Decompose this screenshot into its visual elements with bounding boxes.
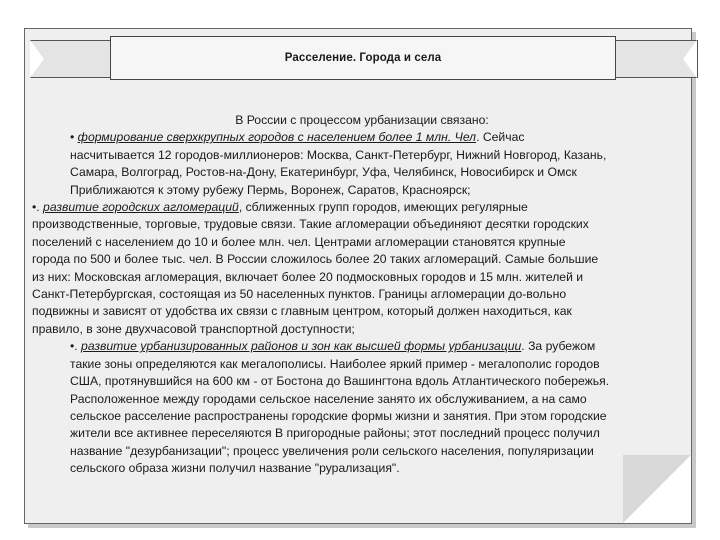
bullet-3-line-4: сельское расселение распространены городские формы жизни и занятия. При этом городские xyxy=(70,408,607,423)
body-text xyxy=(32,112,692,478)
bullet-marker: •. xyxy=(32,200,40,215)
bullet-1-line-3: Приближаются к этому рубежу Пермь, Воронеж, Саратов, Красноярск; xyxy=(70,182,471,197)
bullet-2-line-0: , сближенных групп городов, имеющих регулярные xyxy=(238,200,528,215)
bullet-2-line-6: подвижны и зависят от удобства их связи с главным центром, который должен находиться, как xyxy=(32,304,572,319)
bullet-3-line-1: такие зоны определяются как мегалополисы. Наиболее яркий пример - мегалополис городов xyxy=(70,356,600,371)
intro-line: В России с процессом урбанизации связано: xyxy=(235,113,489,127)
bullet-3-line-7: сельского образа жизни получил название "рурализация". xyxy=(70,461,400,476)
page-title: Расселение. Города и села xyxy=(284,52,442,64)
bullet-3 xyxy=(32,338,692,355)
bullet-2-line-7: правило, в зоне двухчасовой транспортной доступности; xyxy=(32,321,355,336)
bullet-3-line-6: название "дезурбанизации"; процесс увеличения роли сельского населения, популяризации xyxy=(70,443,594,458)
bullet-1-line-0: . Сейчас xyxy=(476,130,525,145)
bullet-3-lead: развитие урбанизированных районов и зон как высшей формы урбанизации xyxy=(81,339,522,354)
bullet-1-lead: формирование сверхкрупных городов с населением более 1 млн. Чел xyxy=(77,130,477,145)
title-banner xyxy=(110,36,616,80)
bullet-2-line-1: производственные, торговые, трудовые связи. Такие агломерации объединяют десятки городских xyxy=(32,217,589,232)
ribbon-left-notch xyxy=(30,40,44,78)
bullet-3-line-0: . За рубежом xyxy=(521,339,596,354)
bullet-2-lead: развитие городских агломераций xyxy=(43,200,239,215)
bullet-3-line-3: Расположенное между городами сельское население занято их обслуживанием, а на само xyxy=(70,391,587,406)
ribbon-right-notch xyxy=(683,40,697,78)
bullet-2-line-3: города по 500 и более тыс. чел. В России сложилось более 20 таких агломераций. Самые большие xyxy=(32,252,599,267)
bullet-2 xyxy=(32,199,692,216)
bullet-1 xyxy=(32,129,692,146)
bullet-1-line-2: Самара, Волгоград, Ростов-на-Дону, Екатеринбург, Уфа, Челябинск, Новосибирск и Омск xyxy=(70,165,577,180)
bullet-marker: •. xyxy=(70,339,78,354)
bullet-1-line-1: насчитывается 12 городов-миллионеров: Москва, Санкт-Петербург, Нижний Новгород, Казань, xyxy=(70,147,607,162)
bullet-2-line-5: Санкт-Петербургская, состоящая из 50 населенных пунктов. Границы агломерации до-вольно xyxy=(32,287,567,302)
bullet-2-line-4: из них: Московская агломерация, включает более 20 подмосковных городов и 15 млн. жителей и xyxy=(32,269,584,284)
bullet-3-line-5: жители все активнее переселяются В пригородные районы; этот последний процесс получил xyxy=(70,426,600,441)
bullet-2-line-2: поселений с населением до 10 и более млн. чел. Центрами агломерации становятся крупные xyxy=(32,234,566,249)
bullet-3-line-2: США, протянувшийся на 600 км - от Бостона до Вашингтона вдоль Атлантического побережья. xyxy=(70,374,610,389)
bullet-marker: • xyxy=(70,130,75,145)
